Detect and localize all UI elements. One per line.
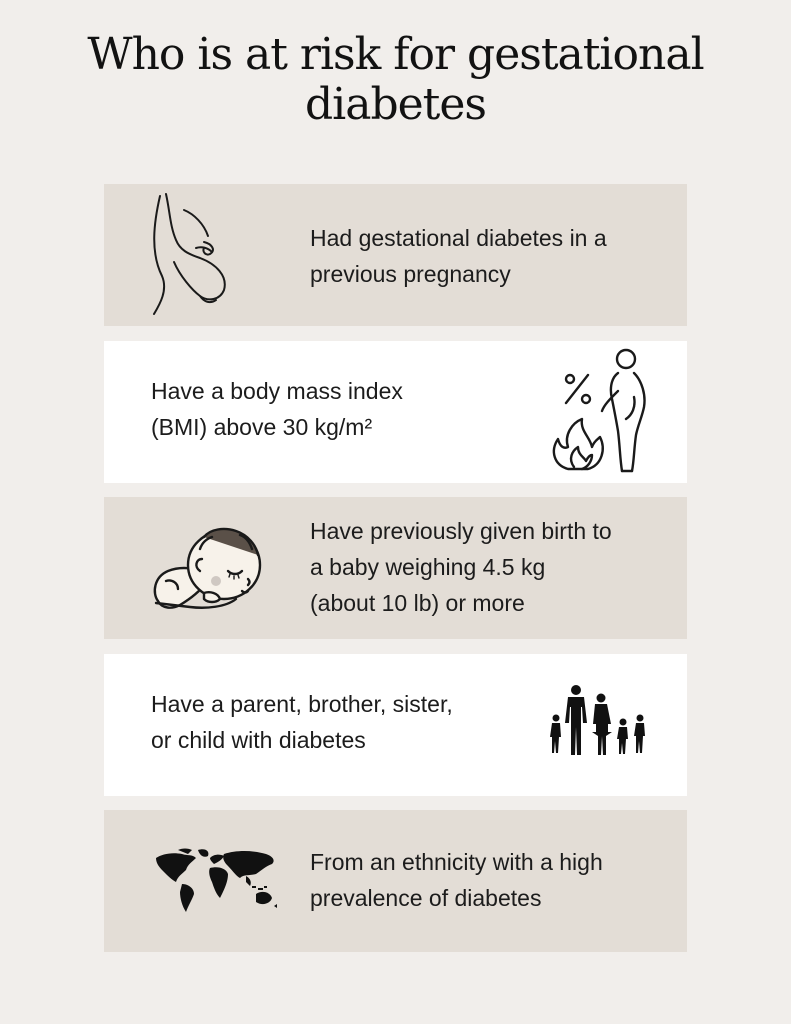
page-title (0, 30, 791, 130)
risk-text-line: (BMI) above 30 kg/m² (151, 414, 373, 440)
risk-text (310, 513, 612, 621)
risk-card-bmi (104, 341, 687, 483)
risk-text-line: previous pregnancy (310, 261, 511, 287)
risk-text-line: prevalence of diabetes (310, 885, 542, 911)
risk-card-family-history (104, 654, 687, 796)
weight-fat-burn-icon (546, 347, 650, 475)
risk-text-line: or child with diabetes (151, 727, 366, 753)
world-map-icon (152, 848, 278, 912)
risk-text (151, 686, 453, 758)
risk-text-line: From an ethnicity with a high (310, 849, 603, 875)
risk-text (310, 220, 607, 292)
risk-text (151, 373, 403, 445)
sleeping-baby-icon (150, 521, 270, 613)
risk-text-line: Have a parent, brother, sister, (151, 691, 453, 717)
risk-text-line: (about 10 lb) or more (310, 590, 525, 616)
risk-text-line: Had gestational diabetes in a (310, 225, 607, 251)
risk-text-line: Have previously given birth to (310, 518, 612, 544)
risk-text (310, 844, 603, 916)
title-line-2: diabetes (305, 79, 486, 130)
risk-card-ethnicity (104, 810, 687, 952)
title-line-1: Who is at risk for gestational (87, 29, 704, 80)
risk-text-line: Have a body mass index (151, 378, 403, 404)
risk-card-previous-gdm (104, 184, 687, 326)
risk-card-large-baby (104, 497, 687, 639)
family-icon (548, 684, 648, 756)
pregnant-woman-icon (146, 192, 236, 318)
risk-text-line: a baby weighing 4.5 kg (310, 554, 546, 580)
